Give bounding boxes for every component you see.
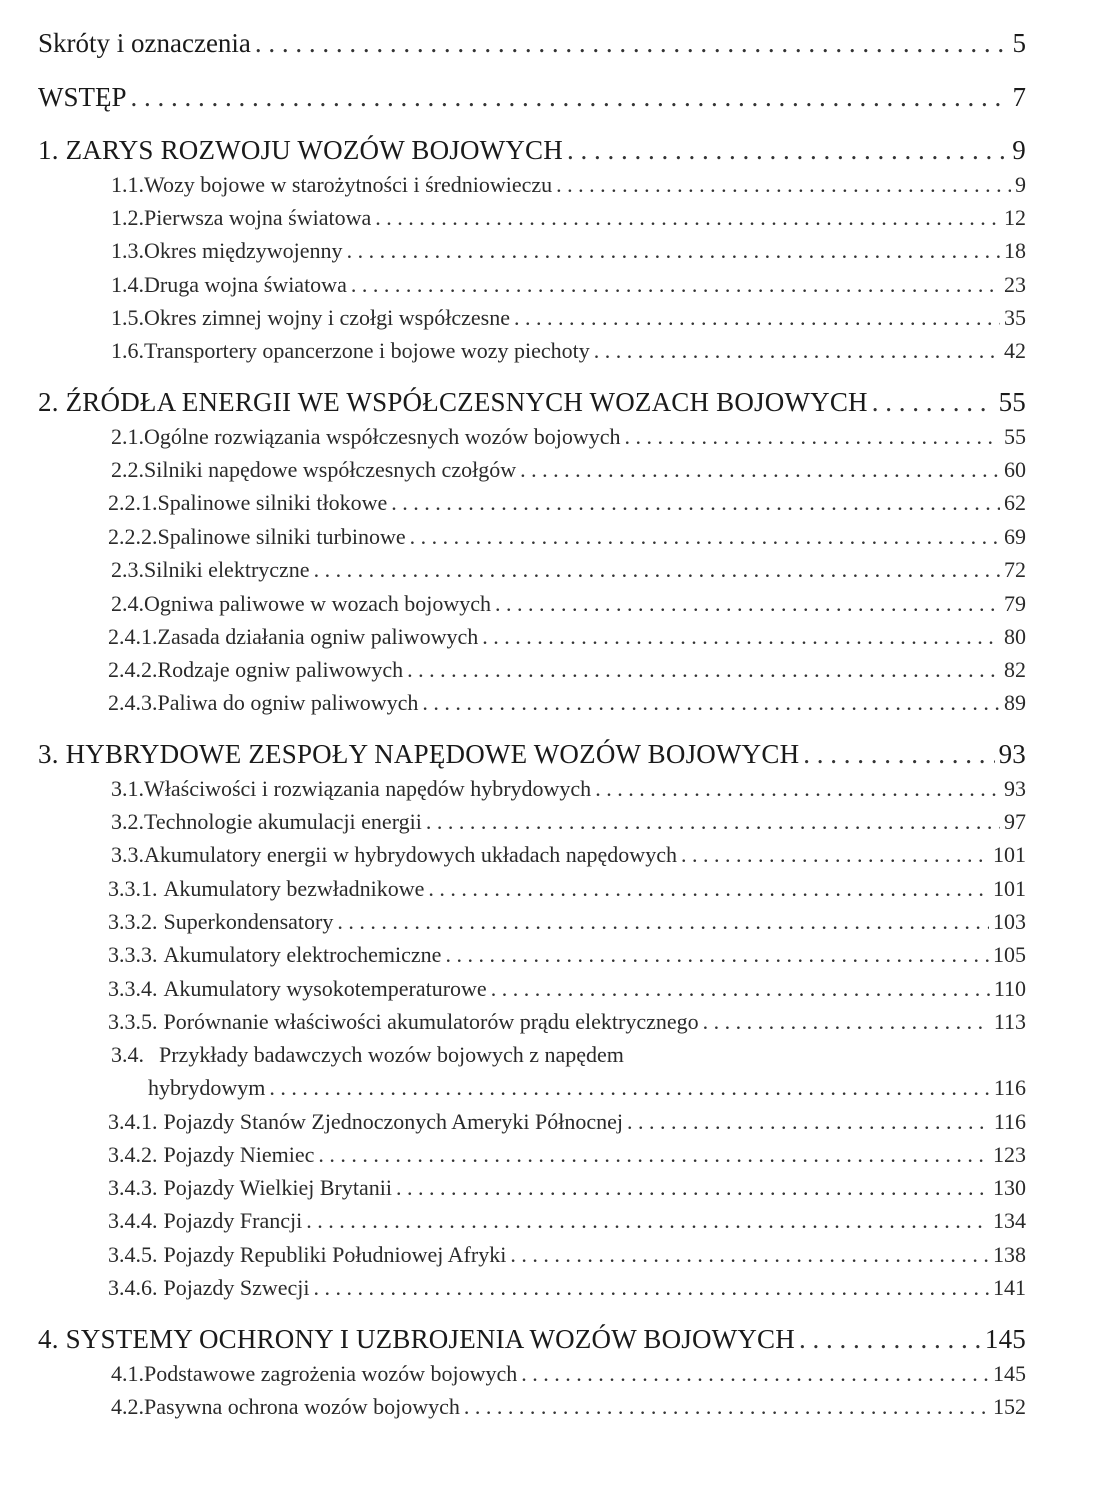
- subsection-title: Pojazdy Niemiec: [163, 1142, 315, 1167]
- dot-leader: [799, 1324, 981, 1355]
- toc-subsection-3-3-5[interactable]: [108, 1009, 1026, 1035]
- entry-title: Skróty i oznaczenia: [38, 28, 251, 58]
- section-page: 35: [1004, 305, 1026, 330]
- chapter-title: SYSTEMY OCHRONY I UZBROJENIA WOZÓW BOJOWYCH: [65, 1324, 795, 1354]
- subsection-page: 134: [993, 1208, 1026, 1233]
- toc-section-1-2[interactable]: [111, 205, 1026, 231]
- dot-leader: [410, 524, 1000, 550]
- section-page: 12: [1004, 205, 1026, 230]
- toc-section-1-3[interactable]: [111, 238, 1026, 264]
- section-number: 1.5.: [111, 305, 144, 330]
- section-title: Silniki elektryczne: [144, 557, 310, 582]
- entry-page: 5: [1012, 28, 1026, 58]
- toc-subsection-2-2-2[interactable]: [108, 524, 1026, 550]
- section-page: 152: [993, 1394, 1026, 1419]
- section-title: Podstawowe zagrożenia wozów bojowych: [144, 1361, 518, 1386]
- subsection-page: 62: [1004, 490, 1026, 515]
- chapter-page: 9: [1012, 135, 1026, 165]
- dot-leader: [428, 876, 989, 902]
- dot-leader: [625, 424, 1000, 450]
- toc-section-1-4[interactable]: [111, 272, 1026, 298]
- section-title: Pierwsza wojna światowa: [144, 205, 372, 230]
- subsection-title: Zasada działania ogniw paliwowych: [157, 624, 479, 649]
- subsection-page: 101: [993, 876, 1026, 901]
- chapter-title: ZARYS ROZWOJU WOZÓW BOJOWYCH: [65, 135, 563, 165]
- subsection-title: Pojazdy Szwecji: [163, 1275, 310, 1300]
- dot-leader: [131, 82, 1009, 113]
- subsection-number: 3.3.2.: [108, 909, 158, 934]
- section-number: 1.2.: [111, 205, 144, 230]
- toc-subsection-3-4-4[interactable]: [108, 1208, 1026, 1234]
- subsection-number: 2.4.1.: [108, 624, 158, 649]
- toc-subsection-3-3-4[interactable]: [108, 976, 1026, 1002]
- subsection-number: 3.4.3.: [108, 1175, 158, 1200]
- toc-section-3-4-line1[interactable]: [111, 1042, 624, 1068]
- section-number: 1.1.: [111, 172, 144, 197]
- subsection-number: 3.4.1.: [108, 1109, 158, 1134]
- toc-subsection-2-4-1[interactable]: [108, 624, 1026, 650]
- subsection-title: Paliwa do ogniw paliwowych: [157, 690, 419, 715]
- subsection-title: Porównanie właściwości akumulatorów prądu elektrycznego: [163, 1009, 699, 1034]
- dot-leader: [627, 1109, 990, 1135]
- dot-leader: [255, 28, 1009, 59]
- subsection-page: 89: [1004, 690, 1026, 715]
- toc-chapter-1[interactable]: [38, 135, 1026, 166]
- subsection-title: Akumulatory elektrochemiczne: [163, 942, 442, 967]
- dot-leader: [391, 490, 1000, 516]
- subsection-number: 3.3.4.: [108, 976, 158, 1001]
- section-page: 42: [1004, 338, 1026, 363]
- section-title-continued: hybrydowym: [148, 1075, 266, 1100]
- subsection-page: 69: [1004, 524, 1026, 549]
- dot-leader: [306, 1208, 989, 1234]
- subsection-title: Rodzaje ogniw paliwowych: [157, 657, 404, 682]
- subsection-page: 116: [993, 1109, 1026, 1134]
- subsection-title: Superkondensatory: [163, 909, 334, 934]
- chapter-title: ŹRÓDŁA ENERGII WE WSPÓŁCZESNYCH WOZACH BOJOWYCH: [65, 387, 868, 417]
- section-number: 4.1.: [111, 1361, 144, 1386]
- dot-leader: [872, 387, 995, 418]
- section-page: 79: [1004, 591, 1026, 616]
- section-number: 1.4.: [111, 272, 144, 297]
- subsection-title: Pojazdy Francji: [163, 1208, 303, 1233]
- section-number: 2.1.: [111, 424, 144, 449]
- toc-section-3-4-line2[interactable]: [148, 1075, 1026, 1101]
- toc-subsection-3-3-3[interactable]: [108, 942, 1026, 968]
- toc-section-1-6[interactable]: [111, 338, 1026, 364]
- subsection-page: 123: [993, 1142, 1026, 1167]
- subsection-page: 80: [1004, 624, 1026, 649]
- dot-leader: [514, 305, 1000, 331]
- toc-subsection-3-4-3[interactable]: [108, 1175, 1026, 1201]
- dot-leader: [347, 238, 1000, 264]
- toc-chapter-3[interactable]: [38, 739, 1026, 770]
- toc-subsection-3-4-1[interactable]: [108, 1109, 1026, 1135]
- section-page: 60: [1004, 457, 1026, 482]
- subsection-title: Pojazdy Republiki Południowej Afryki: [163, 1242, 507, 1267]
- dot-leader: [491, 976, 990, 1002]
- toc-section-4-1[interactable]: [111, 1361, 1026, 1387]
- toc-subsection-3-4-2[interactable]: [108, 1142, 1026, 1168]
- subsection-number: 3.3.5.: [108, 1009, 158, 1034]
- dot-leader: [510, 1242, 989, 1268]
- subsection-title: Spalinowe silniki tłokowe: [157, 490, 388, 515]
- subsection-title: Akumulatory bezwładnikowe: [163, 876, 425, 901]
- dot-leader: [521, 1361, 989, 1387]
- toc-subsection-3-3-1[interactable]: [108, 876, 1026, 902]
- toc-subsection-3-4-5[interactable]: [108, 1242, 1026, 1268]
- section-number: 3.4.: [111, 1042, 144, 1067]
- subsection-title: Pojazdy Stanów Zjednoczonych Ameryki Północnej: [163, 1109, 623, 1134]
- subsection-title: Akumulatory wysokotemperaturowe: [163, 976, 487, 1001]
- chapter-page: 145: [984, 1324, 1026, 1354]
- subsection-number: 2.4.2.: [108, 657, 158, 682]
- section-page: 101: [993, 842, 1026, 867]
- chapter-number: 2.: [38, 387, 59, 417]
- section-page: 72: [1004, 557, 1026, 582]
- section-number: 3.2.: [111, 809, 144, 834]
- dot-leader: [567, 135, 1008, 166]
- dot-leader: [482, 624, 1000, 650]
- chapter-number: 4.: [38, 1324, 59, 1354]
- toc-section-3-3[interactable]: [111, 842, 1026, 868]
- dot-leader: [445, 942, 989, 968]
- subsection-number: 2.4.3.: [108, 690, 158, 715]
- dot-leader: [803, 739, 994, 770]
- section-title: Wozy bojowe w starożytności i średniowieczu: [144, 172, 553, 197]
- section-number: 2.3.: [111, 557, 144, 582]
- dot-leader: [520, 457, 1000, 483]
- section-title: Akumulatory energii w hybrydowych układach napędowych: [144, 842, 677, 867]
- section-number: 2.2.: [111, 457, 144, 482]
- toc-section-2-4[interactable]: [111, 591, 1026, 617]
- chapter-title: HYBRYDOWE ZESPOŁY NAPĘDOWE WOZÓW BOJOWYCH: [65, 739, 800, 769]
- subsection-number: 3.3.1.: [108, 876, 158, 901]
- section-title: Druga wojna światowa: [144, 272, 347, 297]
- toc-subsection-2-4-2[interactable]: [108, 657, 1026, 683]
- subsection-page: 110: [993, 976, 1026, 1001]
- section-title: Okres zimnej wojny i czołgi współczesne: [144, 305, 510, 330]
- toc-section-1-5[interactable]: [111, 305, 1026, 331]
- dot-leader: [337, 909, 989, 935]
- chapter-page: 93: [998, 739, 1026, 769]
- section-page: 145: [993, 1361, 1026, 1386]
- section-number: 3.1.: [111, 776, 144, 801]
- toc-section-3-1[interactable]: [111, 776, 1026, 802]
- toc-section-4-2[interactable]: [111, 1394, 1026, 1420]
- dot-leader: [375, 205, 1000, 231]
- entry-title: WSTĘP: [38, 82, 127, 112]
- toc-entry-abbreviations[interactable]: [38, 28, 1026, 59]
- dot-leader: [314, 557, 1000, 583]
- dot-leader: [703, 1009, 990, 1035]
- chapter-page: 55: [998, 387, 1026, 417]
- section-page: 18: [1004, 238, 1026, 263]
- subsection-page: 105: [993, 942, 1026, 967]
- dot-leader: [426, 809, 1000, 835]
- section-number: 3.3.: [111, 842, 144, 867]
- subsection-number: 3.4.2.: [108, 1142, 158, 1167]
- subsection-page: 141: [993, 1275, 1026, 1300]
- toc-section-2-3[interactable]: [111, 557, 1026, 583]
- toc-chapter-2[interactable]: [38, 387, 1026, 418]
- subsection-number: 3.3.3.: [108, 942, 158, 967]
- subsection-page: 130: [993, 1175, 1026, 1200]
- section-title: Silniki napędowe współczesnych czołgów: [144, 457, 517, 482]
- section-page: 97: [1004, 809, 1026, 834]
- dot-leader: [464, 1394, 989, 1420]
- section-title: Przykłady badawczych wozów bojowych z napędem: [159, 1042, 624, 1067]
- subsection-title: Pojazdy Wielkiej Brytanii: [163, 1175, 392, 1200]
- section-title: Właściwości i rozwiązania napędów hybrydowych: [144, 776, 592, 801]
- dot-leader: [269, 1075, 989, 1101]
- dot-leader: [318, 1142, 989, 1168]
- subsection-number: 3.4.4.: [108, 1208, 158, 1233]
- dot-leader: [681, 842, 989, 868]
- subsection-number: 3.4.6.: [108, 1275, 158, 1300]
- subsection-page: 138: [993, 1242, 1026, 1267]
- subsection-number: 2.2.1.: [108, 490, 158, 515]
- toc-entry-introduction[interactable]: [38, 82, 1026, 113]
- section-page: 55: [1004, 424, 1026, 449]
- dot-leader: [351, 272, 1000, 298]
- section-page: 93: [1004, 776, 1026, 801]
- section-title: Technologie akumulacji energii: [144, 809, 422, 834]
- toc-section-3-2[interactable]: [111, 809, 1026, 835]
- section-number: 1.3.: [111, 238, 144, 263]
- entry-page: 7: [1012, 82, 1026, 112]
- toc-subsection-3-3-2[interactable]: [108, 909, 1026, 935]
- toc-section-2-2[interactable]: [111, 457, 1026, 483]
- section-number: 1.6.: [111, 338, 144, 363]
- dot-leader: [594, 338, 1000, 364]
- subsection-page: 103: [993, 909, 1026, 934]
- toc-subsection-3-4-6[interactable]: [108, 1275, 1026, 1301]
- section-page: 116: [993, 1075, 1026, 1100]
- subsection-page: 113: [993, 1009, 1026, 1034]
- dot-leader: [495, 591, 1000, 617]
- dot-leader: [595, 776, 1000, 802]
- dot-leader: [556, 172, 1011, 198]
- dot-leader: [407, 657, 1000, 683]
- dot-leader: [396, 1175, 989, 1201]
- section-page: 9: [1015, 172, 1026, 197]
- section-title: Ogniwa paliwowe w wozach bojowych: [144, 591, 492, 616]
- section-number: 4.2.: [111, 1394, 144, 1419]
- section-title: Okres międzywojenny: [144, 238, 343, 263]
- toc-subsection-2-4-3[interactable]: [108, 690, 1026, 716]
- section-page: 23: [1004, 272, 1026, 297]
- toc-section-1-1[interactable]: [111, 172, 1026, 198]
- dot-leader: [422, 690, 1000, 716]
- subsection-page: 82: [1004, 657, 1026, 682]
- subsection-title: Spalinowe silniki turbinowe: [157, 524, 406, 549]
- toc-chapter-4[interactable]: [38, 1324, 1026, 1355]
- dot-leader: [314, 1275, 989, 1301]
- chapter-number: 1.: [38, 135, 59, 165]
- chapter-number: 3.: [38, 739, 59, 769]
- toc-section-2-1[interactable]: [111, 424, 1026, 450]
- section-title: Transportery opancerzone i bojowe wozy piechoty: [144, 338, 590, 363]
- toc-subsection-2-2-1[interactable]: [108, 490, 1026, 516]
- subsection-number: 3.4.5.: [108, 1242, 158, 1267]
- section-title: Pasywna ochrona wozów bojowych: [144, 1394, 460, 1419]
- subsection-number: 2.2.2.: [108, 524, 158, 549]
- section-number: 2.4.: [111, 591, 144, 616]
- section-title: Ogólne rozwiązania współczesnych wozów bojowych: [144, 424, 621, 449]
